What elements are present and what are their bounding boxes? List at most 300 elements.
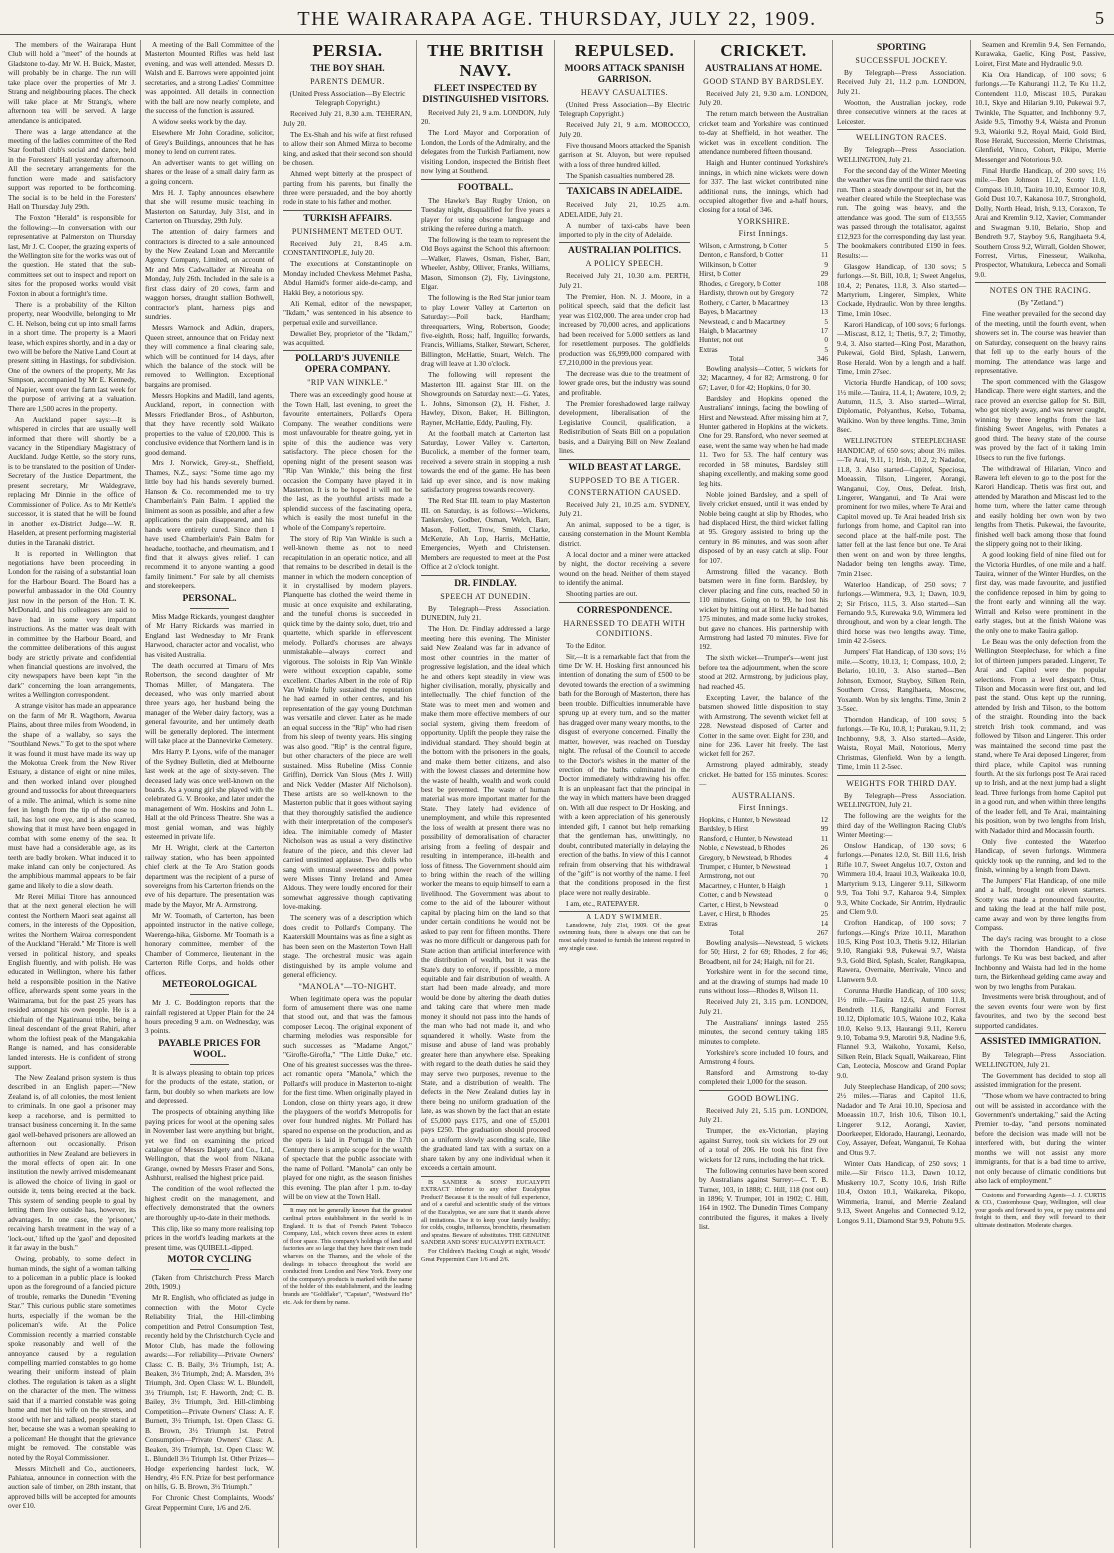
paragraph: Dewaliet Bey, proprietor of the "Ikdam," was acquitted. [283,328,412,347]
paragraph: Received July 21, 10.25 a.m. ADELAIDE, July 21. [559,200,690,219]
paragraph: (United Press Association—By Electric Telegraph Copyright.) [559,100,690,119]
beast-heading: WILD BEAST AT LARGE. [568,462,681,473]
paragraph: Waterloo Handicap, of 250 sovs; 7 furlongs.—Wimmera, 9.3, 1; Dawn, 10.9, 2; Sir Frisco, 11.5, 3. Also started—San Fernando 9.5, Kurewaka 9.0, Wimmera led throughout, and won by a clear length. The third horse was two lengths away. Time, 1min 42 2-5secs. [837,579,966,646]
col1-articles [8,40,136,1511]
correspondence-subhead: HARNESSED TO DEATH WITH CONDITIONS. [563,618,686,638]
paragraph: Mrs H. J. Taphy announces elsewhere that she will resume music teaching in Masterton on Saturday, July 31st, and in Carterton on Thursday, 29th July. [145,187,274,226]
paragraph: The story of Rip Van Winkle is such a well-known theme as not to need recapitulation in an operatic notice, and all that remains to be described in detail is the manner in which the modern conception of it in crystallised by modern players. Planquette has clothed the weird theme in music at once exquisite and exhilarating, and the tuneful chorus is succeeded in quick time by the dainty solo, duet, trio and quartette, which sparkle in effervescent melody. Pollard's choruses are always unmistakable—always correct and vigorous. The soloists in Rip Van Winkle were without exception capable, some excellent. Charles Albert in the role of Rip Van Winkle fully sustained the reputation he had earned in other centres, and his representation of the gay young Dutchman was versatile and clever. Later as he made an equal success in the "Rip" who had risen from his sleep of twenty years. His singing was also good. "Rip" is the central figure, but other characters of the piece are well sustained. Miss Rubeline (Miss Connie Griffin), Derrick Van Slous (Mrs J. Will) and Nick Vedder (Master Alf Nicholson). These artists are so well-known to the Masterton public that it goes without saying that they thoroughly satisfied the audience with their interpretation of the composer's idea. The inimitable comedy of Master Nicholson was as usual a very distinctive feature of the piece, and this clever lad carried unstinted applause. Two dolls who sang with unusual sweetness and power were Misses Tinny Ireland and Amea Aldous. They were loudly encored for their somewhat aggressive though captivating love-making. [283,533,412,912]
paragraph: Received July 21, 8.45 a.m. CONSTANTINOPLE, July 20. [283,238,412,258]
divider [190,1064,229,1065]
beast-articles [559,500,690,599]
paragraph: The scenery was of a description which does credit to Pollard's Company. The Kaaterskill Mountains was as fine a sight as has been seen on the Masterton Town Hall stage. The orchestral music was again distinguished by its ample volume and general efficiency. [283,913,412,980]
ad-text-2: For Children's Hacking Cough at night, Woods' Great Peppermint Cure 1/6 and 2/6. [421,1248,550,1263]
persia-headline: PERSIA. [312,41,383,60]
divider [190,994,229,995]
paragraph: By Telegraph—Press Association. DUNEDIN, July 21. [421,603,550,623]
paragraph: Onslow Handicap, of 130 sovs; 6 furlongs.—Penates 12.0, St. Bill 11.6, Irish Rifle 10.7, Sweet Angelus 10.7, Oxton and Wimmera 10.4, Iraaui 10.3, Waikeaka 10.0, Martyrium 9.13, Lingerer 9.11, Silkworm 9.9, Toa Tohi 9.7, Kaharoa 9.4, Simplex 9.3, White Cockade, Sir Antrim, Hydraulic and Clem 9.0. [837,840,966,917]
runs: 0 [824,899,828,909]
batsman: Extras [699,918,718,928]
paragraph: Le Beau was the only defection from the Wellington Steeplechase, for which a fine lot of thirteen jumpers paraded. Lingerer, Te Arai and Capitol were the popular selections. From a level despatch Otus, Tilson and Mocassin were first out, and led past the stand. Otus kept up the running, attended by Irish and Tilson, to the bottom of the straight. Rounding into the back stretch Irish took command, and was followed by Tilson and Lingerer. This order was maintained the second time past the stand, where Te Arai deposed Lingerer, from third place, while Capitol was running fourth. At the six furlongs post Te Arai raced up to Irish, and at the next jump had a slight lead. Three furlongs from home Capitol put in a good run, and when within three lengths of the leader fell, and Te Arai, maintaining his position, won by two lengths from Irish, with Nadador third and Mocassin fourth. [975,636,1106,835]
yorkshire-scorecard [699,241,828,354]
paragraph: The day's racing was brought to a close with the Thorndon Handicap, of five furlongs. Te Ku was best backed, and after Inchbonny and Waista had led in the home turn, the Birkenhead gelding came away and won by two lengths from Purakau. [975,934,1106,991]
runs: 13 [820,297,828,307]
paragraph: The following centuries have been scored by Australians against Surrey:—C. T. B. Turner, 103, in 1888; C. Hill, 118 (not out) in 1896; V. Trumper, 101 in 1902; C. Hill, 164 in 1902. The Dunedin Times Company contributed the figures, it makes a lively list. [699,1165,828,1232]
notes-heading: NOTES ON THE RACING. [989,286,1092,296]
paragraph: Ahmed wept bitterly at the prospect of parting from his parents, but finally the three were persuaded, and the boy ahortly rode in state to his father and mother. [283,169,412,207]
paragraph: Mrs Harry P. Lyons, wife of the manager of the Sydney Bulletin, died at Melbourne last week at the age of sixty-seven. The deceased lady was once well-known on the boards. As a young girl she played with the celebrated G. V. Brooke, and later under the management of Wm. Hoskins and John L. Hall at the old Princess Theatre. She was a most genial woman, and was highly esteemed in private life. [145,747,274,842]
navy-headline: THE BRITISH NAVY. [427,41,544,80]
paragraph: The Hawke's Bay Rugby Union, on Tuesday night, disqualified for five years a player for using obscene language and striking the referee during a match. [421,195,550,234]
turkish-subhead: PUNISHMENT METED OUT. [291,226,404,236]
score-row [699,317,828,326]
column-6 [694,40,832,1548]
weights-articles [837,791,966,1225]
runs: 25 [820,909,828,919]
batsman: Laver, c Hirst, b Rhodes [699,909,771,919]
races-articles [837,145,966,771]
runs: 1 [824,861,828,871]
paragraph: Owing, probably, to some defect in human minds, the sight of a woman talking to a policeman in a public place is looked upon as the foreground of a fancied picture of trouble, remarks the Dunedin "Evening Star." This curious public stare sometimes hurts, especially if the woman be the policeman's wife. At the Police Commission recently a married constable spoke reasonably and well of the annoyance caused by a regulation compelling married constables to go home wearing their uniform instead of plain clothes. The regulation is taken as a slight on the character of the men. The witness said that if a married constable was going home and met his wife on the streets, and stood with her and talked, people stared at her, because she was a woman speaking to a policeman! He thought that the grievance might be removed. The constable was noted by the Royal Commissioner. [8,1254,136,1462]
paragraph: The Spanish casualties numbered 28. [566,170,675,180]
total-label: Total [729,928,744,938]
runs: 70 [820,871,828,881]
rule [421,575,550,576]
score-row [699,890,828,899]
paragraph: By Telegraph—Press Association. WELLINGTON, July 21. [837,790,966,810]
batsman: Bardsley, b Hirst [699,824,749,834]
batsman: Denton, c Ransford, b Cotter [699,250,784,260]
paragraph: Ransford and Armstrong to-day completed their 1,000 for the season. [699,1068,828,1087]
runs: 99 [820,824,828,834]
beast-subhead-2: CONSTERNATION CAUSED. [568,487,681,497]
paragraph: Elsewhere Mr John Coradine, solicitor, of Grey's Buildings, announces that he has money to lend on current rates. [145,128,274,156]
notes-byline: (By "Zetland.") [1017,298,1064,308]
rule [975,282,1106,283]
paragraph: Yorkshire's score included 10 fours, and Armstrong 4 fours. [699,1047,828,1067]
paragraph: The prospects of obtaining anything like paying prices for wool at the opening sales in November last were anything but bright, yet we find on examining the priced catalogue of Messrs Dalgety and Co., Ltd., Wellington, that the wool from Nikana Grange, owned by Messrs Fraser and Sons, Ashhurst, realised the highest price paid. [145,1107,274,1183]
australians-subhead: First Innings. [738,802,789,812]
score-row [699,853,828,862]
paragraph: The Red Star III. team to play Masterton III. on Saturday, is as follows:—Wickens, Tankersley, Godber, Osman, Welch, Barr, Mason, Follett, Trow, Smith, Clarke, McKenzie, Ah Lop, Harris, McHattie, Emergencies, Wyeth and Christensen. Members are requested to meet at the Post Office at 2 o'clock tonight. [421,496,550,572]
paragraph: Messrs Hopkins and Madill, land agents, Auckland, report, in connection with Messrs Friedlander Bros., of Ashburton, that they have recently sold Waikato properties to the value of £20,000. This is conclusive evidence that Northern land is in good demand. [145,390,274,457]
paragraph: Thorndon Handicap, of 100 sovs; 5 furlongs.—Te Ku, 10.8, 1; Purakau, 9.11, 2; Inchbonny, 9.8, 3. Also started—Aside, Waista, Royal Mail, Notorious, Merry Christmas, Glenfield. Won by a length. Time, 1min 11 2-5sec. [837,714,966,772]
score-row [699,279,828,288]
column-2 [140,40,278,1548]
paragraph: Received July 21, 9.30 a.m. LONDON, July 20. [699,89,828,108]
runs: 11 [820,833,828,843]
paragraph: The Ex-Shah and his wife at first refused to allow their son Ahmed Mirza to become king, and asked that their second son should be chosen. [283,129,412,168]
paragraph: The attention of dairy farmers and contractors is directed to a sale announced by the New Zealand Loan and Mercantile Agency Company, Limited, on account of Mr and Mrs Cadwallader at Nireaha on Monday, July 26th. Included in the sale is a first class dairy of 20 cows, farm and waggon horses, draught stallion Bothwell, contractor's plant, harness pigs and sundries. [145,227,274,322]
manola-articles [283,994,412,1202]
rule [559,183,690,184]
batsman: Noble, c Newstead, b Rhodes [699,843,786,853]
score-row [699,345,828,354]
batsman: Extras [699,344,718,354]
paragraph: For Chronic Chest Complaints, Woods' Great Peppermint Cure, 1/6 and 2/6. [145,1493,274,1512]
paragraph: Corunna Hurdle Handicap, of 100 sovs; 1½ mile.—Tauira 12.6, Autumn 11.8, Bendreth 11.6, Rangitaiki and Forrest 10.12, Diplomatic 10.5, Waione 10.2, Kaka 10.0, Kelso 9.13, Haurangi 9.11, Kereru 9.10, Tobama 9.9, Marotiri 9.8, Nadine 9.6, Flannel 9.3, Waikoho, Yoxami, Kelso, Silken Rein, Black Squall, Waikareao, Flint Can, Leotecia, Moscow and Grand Poplar 9.0. [837,985,966,1080]
races-heading: WELLINGTON RACES. [855,133,947,143]
batsman: Hopkins, c Hunter, b Newstead [699,814,791,824]
col2-top-articles [145,40,274,591]
runs: 17 [820,325,828,335]
paragraph: Messrs Mitchell and Co., auctioneers, Pahiatua, announce in connection with the auction sale of timber, on 28th instant, that approved bills will be accepted for amounts over £10. [8,1463,136,1511]
paragraph: It is reported in Wellington that negotiations have been proceeding in London for the raising of a substantial loan for the Harbour Board. The Board has a powerful ambassador in the Old Country just now in the person of the Hon. T. K. McDonald, and his colleagues are said to have had in some very important instructions. As the matter was dealt with in committee by the Harbour Board, and the committee deliberations of this august body are strictly private and confidential when financial questions are involved, the city newspapers have been kept "in the dark" concerning the loan arrangements, writes a Wellington correspondent. [8,548,136,700]
paragraph: The Premier foreshadowed large railway development, liberalisation of the Legislative Council, qualification, a Redistribution of Seats Bill on a population basis, and a Dairying Bill on New Zealand lines. [559,398,690,456]
runs: 26 [820,843,828,853]
manola-heading: "MANOLA"—TO-NIGHT. [298,981,397,991]
politics-articles [559,271,690,455]
politics-heading: AUSTRALIAN POLITICS. [568,246,681,257]
rule [975,1033,1106,1034]
paragraph: A meeting of the Ball Committee of the Masterton Mounted Rifles was held last evening, and was well attended. Messrs D. Walsh and E. Barrows were appointed joint secretaries, and a strong Ladies' Committee was appointed. All details in connection with the ball are now nearly complete, and the success of the function is assured. [145,40,274,116]
column-3 [278,40,416,1548]
paragraph: To the Editor. [566,640,606,650]
paragraph: Bardsley and Hopkins opened the Australians' innings, facing the bowling of Hirst and Newstead. After missing him at 7, Hunter gathered in Hopkins at the wickets. One for 29. Ransford, who never seemed at ease, went the same way when he had made 11. Two for 53. The half century was recorded in 58 minutes, Bardsley still shaping excellently, and making some good leg hits. [699,393,828,488]
yorkshire-subhead: First Innings. [738,228,789,238]
repulsed-subhead: MOORS ATTACK SPANISH GARRISON. [564,64,685,85]
score-row [699,250,828,259]
bowling-articles [699,1106,828,1232]
taxicab-heading: TAXICABS IN ADELAIDE. [566,187,683,198]
rule [559,459,690,460]
motor-articles [145,1273,274,1512]
runs: 9 [824,259,828,269]
runs: 12 [820,814,828,824]
paragraph: Sir,—It is a remarkable fact that from the time Dr W. H. Hosking first announced his intention of donating the sum of £500 to be devoted towards the erection of a swimming bath for the Borough of Masterton, there has been trouble. Difficulties innumerable have sprung up at every turn, and so the matter has dragged over many weary months, to the disgust of everyone concerned. Finally the matter, however, was reached on Tuesday night. The refusal of the Council to accede to the Doctor's wishes in the matter of the erection of the baths culminated in the Doctor immediately withdrawing his offer. It is an unpleasant fact that the principal in the way in which matters have been dragged on. With all due respect to Dr Hosking, and with a keen appreciation of his generously intended gift, I cannot but help remarking that the gentleman has, unwittingly, no doubt, contributed materially in delaying the erection of the baths. In view of this I cannot refrain from observing that his withdrawal of the "gift" is not worthy of the name. I feel that the conditions proposed in the first place were not really desirable. [559,651,690,897]
batsman: Carter, c Hirst, b Newstead [699,899,779,909]
score-row [699,307,828,316]
personal-articles [145,612,274,977]
findlay-subhead: SPEECH AT DUNEDIN. [440,591,531,601]
paragraph: I am, etc., RATEPAYER. [566,898,640,908]
taxicab-articles [559,200,690,239]
australians-total [699,928,828,937]
runs: 0 [824,335,828,345]
paragraph: By Telegraph—Press Association. WELLINGTON, July 21. [975,1050,1106,1069]
paragraph: The return match between the Australian cricket team and Yorkshire was continued to-day at Sheffield, in hot weather. The wicket was in excellent condition. The attendance numbered fifteen thousand. [699,109,828,157]
wire-credit: (United Press Association—By Electric Telegraph Copyright.) [289,89,406,108]
batsman: Haigh, b Macartney [699,325,758,335]
score-row [699,241,828,250]
turkish-heading: TURKISH AFFAIRS. [303,213,392,224]
paragraph: The death occurred at Timaru of Mrs Robertson, the second daughter of Mr Thomas Miller, of Mangatera. The deceased, who was only married about three years ago, her husband being the manager of the Weber dairy factory, was a general favourite, and her untimely death will be generally deplored. The interment will take place at the Dannevirke Cemetery. [145,660,274,746]
paragraph: Ali Kemal, editor of the newspaper, "Ikdam," was sentenced in his absence to perpetual exile and surveillance. [283,298,412,327]
rule [283,350,412,351]
paragraph: Five thousand Moors attacked the Spanish garrison at St. Aluyon, but were repulsed with a loss of three hundred killed. [559,140,690,169]
paragraph: An animal, supposed to be a tiger, is causing consternation in the Mount Kembla district. [559,519,690,548]
wool-articles [145,1068,274,1252]
paragraph: Excepting Laver, the balance of the batsmen showed little disposition to stay with Armstrong. The seventh wicket fell at 228. Newstead disposed of Carter and Cotter in the same over. Eight for 230, and nine for 236. Laver hit freely. The last wicket fell for 267. [699,692,828,759]
paragraph: A widow seeks work by the day. [152,117,247,127]
persia-subhead-2: PARENTS DEMUR. [310,77,385,86]
paragraph: There is a probability of the Kilton property, near Woodville, belonging to Mr C. H. Nelson, being cut up into small farms in a short time. The property is a Maori lease, which expires shortly, and in a day or two will be before the Native Land Court at present sitting in Hastings, for subdivision. One of the owners of the property, Mr Jas Simpson, accompanied by Mr E. Kennedy, of Napier, went over the farm last week for the purpose of arriving at a valuation. There are 1,500 acres in the property. [8,299,136,413]
beast-subhead: SUPPOSED TO BE A TIGER. [569,475,680,485]
cricket-intro [699,89,828,215]
australians-heading: AUSTRALIANS. [731,790,796,800]
paragraph: Bowling analysis—Cotter, 5 wickets for 32; Macartney, 4 for 82; Armstrong, 0 for 67; Laver, 0 for 42; Hopkins, 0 for 30. [699,363,828,392]
persia-subhead: THE BOY SHAH. [310,64,385,74]
paragraph: Crofton Handicap, of 100 sovs; 7 furlongs.—King's Prize 10.11, Marathon 10.5, King Post 10.3, Thetis 9.12, Hilarian 9.10, Rangiaki 9.8, Pukewai 9.7, Waista 9.3, Gold Bird, Splash, Scaler, Rangikapua, Rawera, Overnaite, Merrivale, Vinco and Llanwern 9.0. [837,918,966,984]
tobacco-advertisement [283,1204,412,1306]
paragraph: Miss Madge Rickards, youngest daughter of Mr Harry Rickards was married in England last Wednesday to Mr Frank Harwood, character actor and vocalist, who has visited Australia. [145,611,274,659]
paragraph: Trumper, the ex-Victorian, playing against Surrey, took six wickets for 29 out of a total of 206. He took his first five wickets for 12 runs, including the hat trick. [699,1126,828,1164]
personal-heading: PERSONAL. [182,593,237,604]
batsman: Trumper, c Hunter, b Newstead [699,861,791,871]
column-1 [4,40,140,1548]
paragraph: It is always pleasing to obtain top prices for the products of the estate, station, or farm, but doubly so when markets are low and depressed. [145,1067,274,1106]
paragraph: Armstrong filled the vacancy. Both batsmen were in fine form. Bardsley, by clever placing and fine cuts, reached 50 in 110 minutes. Going on to 99, he lost his wicket by hitting out at Hirst. He had batted 175 minutes, and made some lucky strokes, but gave no chances. His partnership with Armstrong had lasted 70 minutes. Five for 192. [699,566,828,652]
ad-text: It may not be generally known that the greatest cardinal prizes establishment in the world is in England. It is that of French Patent Tobacco Company, Ltd., which covers three acres in extent of floor space. This company's holdings of land and factories are so large that they have their own trade wharves on the Thames, and the whole of the dealings in tobacco throughout the world are conducted from London and New York. Every one of the company's products is marked with the name of the holder of this establishment, and the leading brands are "Goldflake", "Capstan", "Westward Ho" etc. Ask for them by name. [283,1207,412,1306]
navy-subhead: FLEET INSPECTED BY DISTINGUISHED VISITORS. [422,84,549,105]
motor-heading: MOTOR CYCLING [167,1254,252,1265]
paragraph: An Auckland paper says:—It is whispered in circles that are usually well informed that there will shortly be a vacancy in the Stipendiary Magistracy of Auckland. Judge Kettle, so the story runs, is to be translated to the position of Under-Secretary of the Justice Department, the present secretary, Mr Waldegrave, replacing Mr Dinnie in the office of Commissioner of Police. As to Mr Kettle's successor, it is stated that he will be found in another ex-District Judge—W. R. Haselden, at present performing magisterial duties in the Taranaki district. [8,414,136,547]
score-row [699,288,828,297]
runs: 72 [820,288,828,298]
immigration-heading: ASSISTED IMMIGRATION. [980,1037,1101,1048]
paragraph: July Steeplechase Handicap, of 200 sovs; 2½ miles.—Tiaras and Capitol 11.6, Nadador and Te Arai 10.10, Speciosa and Moeassin 10.7, Irish 10.6, Tilson 10.1, Lingerer 9.12, Aorangi, Xavier, Doorkeeper, Eldorado, Haurangi, Leonardo, Coy, Assayer, Defeat, Wanganui, Te Kohaa and Otus 9.7. [837,1081,966,1157]
turkish-articles [283,239,412,347]
batsman: Rhodes, c Gregory, b Cotter [699,278,781,288]
repulsed-articles [559,100,690,180]
runs: 1 [824,880,828,890]
customs-advertisement [975,1189,1106,1230]
cricket-end [699,938,828,996]
batsman: Armstrong, not out [699,871,755,881]
paragraph: Received July 21, 9 a.m. MOROCCO, July 20. [559,120,690,139]
batsman: Hunter, not out [699,335,744,345]
findlay-articles [421,604,550,1173]
paragraph: The Jumpers' Flat Handicap, of one mile and a half, brought out eleven starters. Scotty was made a pronounced favourite, and taking the lead at the half mile post, came away and won by three lengths from Compass. [975,876,1106,933]
paragraph: There was a large attendance at the meeting of the ladies committee of the Red Star football club's social and dance, held in the Foresters' Hall yesterday afternoon. All the secretary arrangements for the function were made and satisfactory support was reported to be forthcoming. The social is to be held in the Foresters' Hall on Thursday July 29th. [8,126,136,212]
runs: 4 [824,852,828,862]
column-7 [832,40,970,1548]
rule [559,242,690,243]
score-row [699,298,828,307]
paragraph: There was an exceedingly good house at the Town Hall, last evening, to greet the favourite entertainers, Pollard's Opera Company. The weather conditions were most unfavourable for theatre going, yet in spite of this the audience was very satisfactory. The piece chosen for the opening night of the present season was "Rip Van Winkle," this being the first occasion the Company have played it in Masterton. It is to be hoped it will not be the last, as the youthful artists made a splendid success of the fascinating opera, which is easily the most tuneful in the whole of the Company's repertoire. [283,390,412,532]
score-row [699,260,828,269]
pollard-heading: POLLARD'S JUVENILE OPERA COMPANY. [295,354,400,376]
immigration-articles [975,1050,1106,1185]
paragraph: A strange visitor has made an appearance on the farm of Mr R. Wagthorn, Awarua Plains, about three miles from Woodend, in the shape of a wallaby, so says the "Southland News." To get to the spot where it was found it must have made its way up the Mokotua Creek from the New River Estuary, a distance of eight or nine miles, and then worked inland over ploughed ground and tussocks for about threequarters of a mile. The animal, which is some nine feet in length from the tip of the nose to tail, has lost one eye, and is also scarred, showing that it must have been engaged in combat with some enemy of the sea. It must have had a considerable age, as its teeth are badly broken. What induced it to make inland can only be conjectured. As the amphibious mammal appears to be fair game and likely to die a slow death. [8,701,136,890]
score-row [699,871,828,880]
paragraph: For the second day of the Winter Meeting the weather was fine until the third race was run. Then a steady downpour set in, but the weather cleared while the Steeplechase was run. The going was heavy, and the attendance was good. The sum of £13,555 was passed through the totalisator, against £12,923 for the corresponding day last year. The bookmakers contributed £190 in fees. Results:— [837,165,966,260]
score-row [699,881,828,890]
paragraph: The following will represent the Masterton III. against Star III. on the Showgrounds on Saturday next:—G. Yates, L. Johns, Simonson (2), H. Fisher, J. Hawley, Dixon, Baker, H. Billington, Rayner, McHattie, Eddy, Pauling, Fly. [421,370,550,427]
paragraph: Victoria Hurdle Handicap, of 100 sovs; 1½ mile.—Tauira, 11.4, 1; Awatere, 10.9, 2; Autumn, 11.5, 3. Also started—Wirral, Diplomatic, Polyanthus, Kelso, Tobama, Waikino. Won by three lengths. Time, 3min 8sec. [837,378,966,435]
paragraph: Received July 21, 3.15 p.m. LONDON, July 21. [699,997,828,1016]
score-row [699,269,828,278]
paragraph: Received July 21, 10.25 a.m. SYDNEY, July 21. [559,499,690,518]
paragraph: The members of the Wairarapa Hunt Club will hold a "meet" of the hounds at Gladstone to-day. Mr W. H. Buick, Master, will probably be in charge. The run will take place over the properties of Mr J. Strang and neighbouring places. The check will take place at Mr Strang's, where afternoon tea will be served. A large attendance is anticipated. [8,40,136,125]
correspondence-heading: CORRESPONDENCE. [576,605,673,616]
page-number: 5 [1095,8,1104,28]
paragraph: Glasgow Handicap, of 130 sovs; 5 furlongs.—St. Bill, 10.8, 1; Sweet Angelus, 10.4, 2; Penates, 11.8, 3. Also started—Martyrium, Lingerer, Simplex, White Cockade, Hydraulic. Won by three lengths. Time, 1min 10sec. [837,261,966,318]
navy-articles [421,108,550,176]
paragraph: Only five contested the Waterloo Handicap, of seven furlongs. Wimmera quickly took up the running, and led to the finish, winning by a length from Dawn. [975,836,1106,875]
runs: 29 [820,269,828,279]
sporting-heading: SPORTING [876,43,927,53]
findlay-heading: DR. FINDLAY. [454,578,517,589]
paragraph: Mr H. Wright, clerk at the Carterton railway station, who has been appointed chief clerk at the Te Aro Station goods department was the recipient of a purse of sovereigns from his Carterton friends on the eve of his departure. The presentation was made by the Mayor, Mr A. Armstrong. [145,843,274,909]
runs: 5 [824,240,828,250]
meteorological-text: Mr J. C. Boddington reports that the rainfall registered at Upper Plain for the 24 hours preceding 9 a.m. on Wednesday, was 3 points. [145,998,274,1036]
paragraph: The Lord Mayor and Corporation of London, the Lords of the Admiralty, and the delegates from the Turkish Parliament, now visiting London, inspected the British fleet now lying at Southend. [421,128,550,176]
persia-articles [283,109,412,207]
score-row [699,900,828,909]
paragraph: A good looking field of nine filed out for the Victoria Hurdles, of one mile and a half. Tauira, winner of the Winter Hurdles, on the first day, was made favourite, and justified the confidence reposed in him by going to the front early and winning all the way. Wirrall and Kelso were prominent in the early stages, but at the finish Waione was the only one to make Tauira gallop. [975,550,1106,635]
paragraph: The condition of the wool reflected the highest credit on the management, and effectively demonstrated that the owners are thoroughly up-to-date in their methods. [145,1184,274,1222]
notes-articles [975,309,1106,1030]
paragraph: At the football match at Carterton last Saturday, Lower Valley v. Carterton, Bucolick, a member of the former team, received a severe strain in stopping a rush towards the end of the game. He has been laid up ever since, and is now making satisfactory progress towards recovery. [421,428,550,495]
jockey-articles [837,68,966,126]
batsman: Macartney, c Hunter, b Haigh [699,880,786,890]
divider [190,1269,229,1270]
paragraph: WELLINGTON STEEPLECHASE HANDICAP, of 650 sovs; about 3½ miles.—Te Arai, 9.11, 1; Irish, 10.2, 2; Nadador, 11.8, 3. Also started—Capitol, Speciosa, Moeassin, Tilson, Lingerer, Aorangi, Wanganui, Coy, Otus, Defeat. Irish, Lingerer, Wanganui, and Te Arai were prominent for two miles, where Te Arai and Capitol moved up. Te Arai headed Irish six furlongs from home, and Capitol ran into second place at the half-mile post. The latter fell at the last fence but one. Te Arai then went on and won by three lengths, Nadador being ten lengths away. Time, 7min 21sec. [837,436,966,578]
rule [559,602,690,603]
total-runs: 346 [817,354,828,364]
paragraph: The Australians' innings lasted 255 minutes, the second century taking 185 minutes to complete. [699,1017,828,1046]
rule [421,179,550,180]
paragraph: The New Zealand prison system is thus described in an English paper:—"New Zealand is, of all colonies, the most lenient to criminals. In one gaol a prisoner may keep a racehorse, and is permitted to transact business concerning it. In the same gaol well-behaved prisoners are allowed an afternoon out occasionally. Prison authorities in New Zealand are believers in the moral effects of open air. In one institution the newly arrived misdemeanant is allowed the choice of living in gaol or outside it, tents being erected at the back. This system of sending people to goal by letting them live outside has, however, its advantages. In one case, the 'prisoner,' recaiving harsh treatment in the way of a 'lock-out,' lifted up the 'gaol' and deposited it far away in the bush." [8,1072,136,1253]
football-articles [421,196,550,572]
paragraph: Yorkshire went in for the second time, and at the drawing of stumps had made 10 runs without loss—Rhodes 8, Wilson 11. [699,967,828,996]
paragraph: "Those whom we have contracted to bring out will be assisted in accordance with the Government's undertaking," said the Acting Premier to-day, "and persons nominated before the decision was made will not be interfered with, but during the winter months we will not assist any more immigrants, for that is a bad time to arrive, not only because of climatic conditions but also lack of employment." [975,1091,1106,1186]
newspaper-title: THE WAIRARAPA AGE. THURSDAY, JULY 22, 1909. [297,8,817,30]
paragraph: Received July 21, 10.30 a.m. PERTH, July 21. [559,271,690,290]
score-row [699,326,828,335]
paragraph: The sixth wicket—Trumper's—went just before tea the adjournment, when the score stood at 202. Armstrong, by judicious play, had reached 45. [699,653,828,691]
runs: 13 [820,307,828,317]
total-label: Total [729,354,744,364]
score-row [699,834,828,843]
cricket-subhead-2: GOOD STAND BY BARDSLEY. [703,77,824,86]
paragraph: Mr Rerei Miliai Titore has announced that at the next general election he will contest the Northern Maori seat against all comers, in the interests of the Opposition, writes the Northern Wairoa correspondent of the Auckland "Herald." Mr Titore is well versed in political history, and speaks English fluently, and with polish. He was educated in Wellington, where his father held a responsible position in the Native office, afterwards spent some years in the Waimarama, but for the past 25 years has resided amongst his own people. He is a chieftain of the Ngatiruanui tribe, being a lineal descendant of the great Rahiri, after whom the loftiest peak of the Mangakahia Range is named, and has considerable landed interests. He is confident of strong support. [8,891,136,1071]
rule [837,129,966,130]
paragraph: The Premier, Hon. N. J. Moore, in a political speech, said that the deficit last year was £102,000. The area under crop had increased by 70,000 acres, and applications had been received for 5.000 settlers as land for resettlement purposes. The goldfields production was £6,999,000 compared with £7,210,000 in the previous year. [559,291,690,368]
score-row [699,824,828,833]
paragraph: Mrs J. Norwick, Grey-st., Sheffield, Thames, N.Z., says: "Some time ago my little boy had his hands severely burned. Hanson & Co. recommended me to try Chamberlain's Pain Balm. I applied the liniment as soon as possible, and after a few applications the pain disappeared, and his hands were entirely cured. Since then I have used Chamberlain's Pain Balm for headache, toothache, and rheumatism, and I find that it always gives relief. I can recommend it to anyone wanting a good family liniment." For sale by all chemists and storekeepers. [145,458,274,591]
paragraph: The following are the weights for the third day of the Wellington Racing Club's Winter Meeting:— [837,811,966,839]
score-row [699,909,828,918]
batsman: Ransford, c Hunter, b Newstead [699,833,793,843]
runs: 5 [824,316,828,326]
paragraph: Shooting parties are out. [566,589,638,599]
batsman: Rothery, c Carter, b Macartney [699,297,790,307]
australians-scorecard [699,815,828,928]
cricket-headline: CRICKET. [720,41,807,60]
paragraph: The withdrawal of Hilarian, Vinco and Rawera left eleven to go to the post for the Karori Handicap. Thetis was first out, and attended by Marathon and Miscast led to the home turn, where the latter came through and easily holding her own won by two lengths from Thetis. Pukewai, the favourite, finished well back among those that found the slippery going not to their liking. [975,463,1106,549]
football-heading: FOOTBALL. [457,182,514,193]
cricket-subhead: AUSTRALIANS AT HOME. [704,64,823,74]
batsman: Wilkinson, b Cotter [699,259,757,269]
cricket-middle [699,364,828,789]
paragraph: Kia Ora Handicap, of 100 sovs; 6 furlongs.—Te Kahurangi 11.2, Te Ku 11.2, Contendent 11.0, Miscast 10.5, Purakau 10.1, Skye and Hilarian 9.10, Pukewai 9.7, Twinkle, The Squatter, and Inchbonny 9.7, Aside 9.5, Timothy 9.4, Waista and Pronun 9.3, Waioriki 9.2, Royal Maid, Gold Bird, Rose Herald, Succession, Merrie Christmas, Glenfield, Vinco, Cohort, Pikipo, Merrie Messenger and Notorious 9.0. [975,69,1106,164]
total-runs: 267 [817,928,828,938]
paragraph: Messrs Warnock and Adkin, drapers, Queen street, announce that on Friday next they will commence a final clearing sale, which will be continued for 14 days, after which the balance of the stock will be removed to Wellington. Exceptional bargains are promised. [145,323,274,389]
repulsed-headline: REPULSED. [574,41,675,60]
col8-top-articles [975,40,1106,279]
wool-heading: PAYABLE PRICES FOR WOOL. [158,1038,261,1060]
paragraph: This clip, like so many more realising top prices in the world's leading markets at the present time, was QUIBELL-dipped. [145,1223,274,1252]
paragraph: Seamen and Kremlin 9.4, Sen Fernando, Kurawaka, Gaelic, King Post, Passive, Loiret, First Mate and Hydraulic 9.0. [975,40,1106,68]
runs: 108 [817,278,828,288]
swimmer-advertisement [559,911,690,952]
weights-heading: WEIGHTS FOR THIRD DAY. [846,778,957,788]
ad-text: Lansdowne, July 21st, 1909. Of the great swimming feats, there is always one that can be most safely trusted to furnish the interest required in any single case. [559,921,690,952]
cricket-late [699,997,828,1087]
column-5 [554,40,694,1548]
pollard-articles [283,390,412,979]
rule [837,775,966,776]
paragraph: The Government has decided to stop all assisted immigration for the present. [975,1070,1106,1090]
paragraph: Armstrong played admirably, steady cricket. He batted for 155 minutes. Scores:— [699,760,828,789]
paragraph: A local doctor and a miner were attacked by night, the doctor receiving a severe wound on the head. Neither of them stayed to identify the animal. [559,549,690,588]
runs: 0 [824,890,828,900]
column-8 [970,40,1110,1548]
paragraph: The following is the team to represent the Old Boys against the School this afternoon:—Walker, Flawes, Osman, Fisher, Barr, Wheeler, Ashby, Olliver, Franks, Williams, Mason, Simonson (2), Fly, Livingstone, Elgar. [421,234,550,292]
batsman: Wilson, c Armstrong, b Cotter [699,240,788,250]
batsman: Bayes, b Macartney [699,307,758,317]
repulsed-subhead-2: HEAVY CASUALTIES. [580,88,669,97]
paragraph: (Taken from Christchurch Press March 20th, 1909.) [145,1272,274,1292]
score-row [699,919,828,928]
paragraph: The Hon. Dr. Findlay addressed a large meeting here this evening. The Minister said New Zealand was far in advance of most other countries in the matter of progressive legislation, and the ideal which he and others kept steadily in view was higher civilisation, morally, physically and intellectually. The chief function of the State was to meet men and women and make them more effective members of our social system, giving them freedom of opportunity. Uplift the people they raise the individual standard. They should begin at the bottom with the prisoners in the goals, and make them better citizens, and also with the lowest classes and determine how the waste of health, wealth and work could best be prevented. The waste of human material was more important matter for the State. They lately had evidence of unemployment, and while this represented the loss of wealth at present there was no possibility of demoralisation of character arising from a feeling of despair and resulting in intemperance, ill-health and loss of fitness. The Government should aim to bring within the reach of the willing worker the means to equip himself to earn a livelihood. The Government was about to come to the aid of the labourer without capital by placing him on the land so that under certain conditions he would not be asked to pay rent for fifteen months. There was no more difficult or dangerous path for State action than artificial interference with the distribution of wealth, but it was the State's duty to enforce, if possible, a more equitable and fair distribution of wealth. A start had been made already, and more would be done by altering the death duties and taking care that where men made money it should not pass into the hands of the man who had not made it, and who squandered it wholly. Waste from the misuse and abuse of land was probably greater here than anywhere else. Speaking with regard to the death duties he said they may serve two purposes, revenue to the State, and a distribution of wealth. The defects in the New Zealand duties lay in there being no uniform graduation of the late, as was shown by the fact that an estate of £5,000 pays £175, and one of £5,001 pays £250. The graduation should proceed on a uniform slowly ascending scale, like the graduated land tax with a surtax on a share taken by any one individual when it exceeds a certain amount. [421,624,550,1173]
paragraph: Jumpers' Flat Handicap, of 130 sovs; 1½ mile.—Scotty, 10.13, 1; Compass, 10.0, 2; Belario, 10.10, 3. Also started—Ben Johnson, Exmoor, Stayboy, Silken Rein, Southern Cross, Rangihaeta, Moscow, Yoxamb. Won by six lengths. Time, 3min 2 3-5sec. [837,647,966,713]
yorkshire-total [699,354,828,363]
correspondence-articles [559,641,690,909]
bowling-heading: GOOD BOWLING. [727,1093,800,1103]
batsman: Cotter, c and b Newstead [699,890,773,900]
paragraph: Investments were brisk throughout, and of the seven events four were won by first favourites, and two by the second best supported candidates. [975,992,1106,1030]
column-4 [416,40,554,1548]
paragraph: Winter Oats Handicap, of 250 sovs; 1 mile.—Sir Frisco 11.3, Dawn 10.12, Muskerry 10.7, Scotty 10.6, Irish Rifle 10.4, Oxton 10.1, Waikareka, Pikopo, Wimmeria, Iranui, and Merrie Zealand 9.13, Sweet Angelus and Connected 9.12, Longos 9.11, Diamond Star 9.9, Pohutu 9.5. [837,1158,966,1225]
paragraph: Fine weather prevailed for the second day of the meeting, until the fourth event, when showers set in. The course was heavier than on Saturday, consequent on the heavy rains that fell up to the early hours of the morning. The attendance was large and representative. [975,309,1106,375]
score-row [699,335,828,344]
paragraph: The decrease was due to the treatment of lower grade ores, but the industry was sound and profitable. [559,368,690,397]
masthead [0,4,1114,35]
ad-text: IS SANDER & SONS' EUCALYPTI EXTRACT inferior to any other Eucalyptus Product? Because it is the result of full experience, and of a careful and scientific study of the virtues of the Eucalyptus, we are sure that it stands above all imitations. Use it to keep your family healthy; for colds, coughs, influenza, bronchitis, rheumatism and sprains. Beware of substitutes. THE GENUINE SANDER AND SONS' EUCALYPTI EXTRACT. [421,1178,550,1247]
paragraph: Wootton, the Australian jockey, rode three consecutive winners at the races at Leicester. [837,97,966,126]
paragraph: Mr R. English, who officiated as judge in connection with the Motor Cycle Reliability Trial, the Hill-climbing competition and Petrol Consumption Test, recently held by the Christchurch Cycle and Motor Club, has made the following awards:—For reliability—Private Owners' Class: C. B. Baily, 3½ Triumph, 1st; A. Beaken, 3½ Triumph, 2nd; A. Marsden, 3½ Triumph, 3rd. Open Class: W. L. Blundell, 3½ Triumph, 1st; F. Haworth, 2nd; C. B. Bailey, 3½ Triumph, 3rd. Hill-climbing Competition—Private Owners' Class: A. F. Burnett, 3½ Triumph, 1st. Open Class: G. B. Brown, 3½ Triumph 1st. Petrol Consumption—Private Owners' Class: A. Beaken, 3½ Triumph, 1st. Open Class: W. L. Blundell 3½ Triumph 1st. Other Prizes—Hodge experiencing hardest luck, W. Hendry, 4½ F.N. Prize for best performance on hills, G. B. Brown, 3½ Triumph." [145,1293,274,1492]
paragraph: By Telegraph—Press Association. WELLINGTON, July 21. [837,145,966,164]
paragraph: Received July 21, 5.15 p.m. LONDON, July 21. [699,1105,828,1125]
batsman: Newstead, c and b Macartney [699,316,786,326]
paragraph: The sport commenced with the Glasgow Handicap. There were eight starters, and the race proved an exercise gallop for St. Bill, who got nicely away, and was never caught, winning by three lengths from the last finishing Sweet Angelus, with Penates a good third. The heavy state of the course was proved by the fact of it taking 1min 10secs to run the five furlongs. [975,376,1106,462]
rule [283,210,412,211]
score-row [699,862,828,871]
batsman: Hardisty, thrown out by Gregory [699,288,795,298]
runs: 5 [824,344,828,354]
rule [699,1090,828,1091]
paragraph: Haigh and Hunter continued Yorkshire's innings, in which nine wickets were down for 337. The last wicket contributed nine additional runs, the innings, which had occupied altogether five and a-half hours, closing for a total of 346. [699,158,828,215]
paragraph: An advertiser wants to get willing on shares or the lease of a small dairy farm as a going concern. [145,157,274,186]
paragraph: A number of taxi-cabs have been imported to ply in the city of Adelaide. [559,220,690,239]
runs: 11 [820,250,828,260]
batsman: Gregory, b Newstead, b Rhodes [699,852,792,862]
divider [190,608,229,609]
runs: 14 [820,918,828,928]
paragraph: Received July 21, 9 a.m. LONDON, July 20. [421,108,550,127]
eucalypti-advertisement [421,1176,550,1264]
ad-heading: A LADY SWIMMER. [586,914,663,922]
paragraph: The Foxton "Herald" is responsible for the following:—In conversation with our representative at Palmerston on Thursday last, Mr J. C. Cooper, the grazing experts of the Wellington site for the works was out of the question. He stated that the sub-committees set out to inspect and report on sites for the proposed works would visit Foxton in about a fortnight's time. [8,213,136,298]
meteorological-heading: METEOROLOGICAL [162,980,257,991]
paragraph: When legitimate opera was the popular form of amusement there was one name that stood out, and that was the famous composer Lecoq. The original exponent of charming melodies was responsible for such successes as "Madame Angot," "Girofle-Girofla," "The Little Duke," etc. One of his greatest successes was the three-act romantic opera "Manola," which the Pollard's will produce in Masterton to-night for the first time. When originally played in London, close on thirty years ago, it drew the playgoers of the world's Metropolis for over four hundred nights. Mr Pollard has spared no expense on the production, and as the opera is laid in Portugal in the 17th Century there is ample scope for the wealth of spectacle that the public associate with the name of Pollard. "Manola" can only be played for one night, as the season finishes this evening. The plan after 1 p.m. to-day will be on view at the Town Hall. [283,993,412,1202]
score-row [699,843,828,852]
paragraph: Bowling analysis—Newstead, 5 wickets for 50; Hirst, 2 for 69; Rhodes, 2 for 46; Broadbent, nil for 24; Haigh, nil for 21. [699,937,828,966]
paragraph: Noble joined Bardsley, and a spell of lively cricket ensued, until it was ended by Noble being caught at slip by Rhodes, who had displaced Hirst, the third wicket falling at 95. Gregory assisted to bring up the century in 86 minutes, and was soon after disposed of by an easy catch at slip. Four for 107. [699,489,828,565]
paragraph: Received July 21, 8.30 a.m. TEHERAN, July 20. [283,109,412,128]
